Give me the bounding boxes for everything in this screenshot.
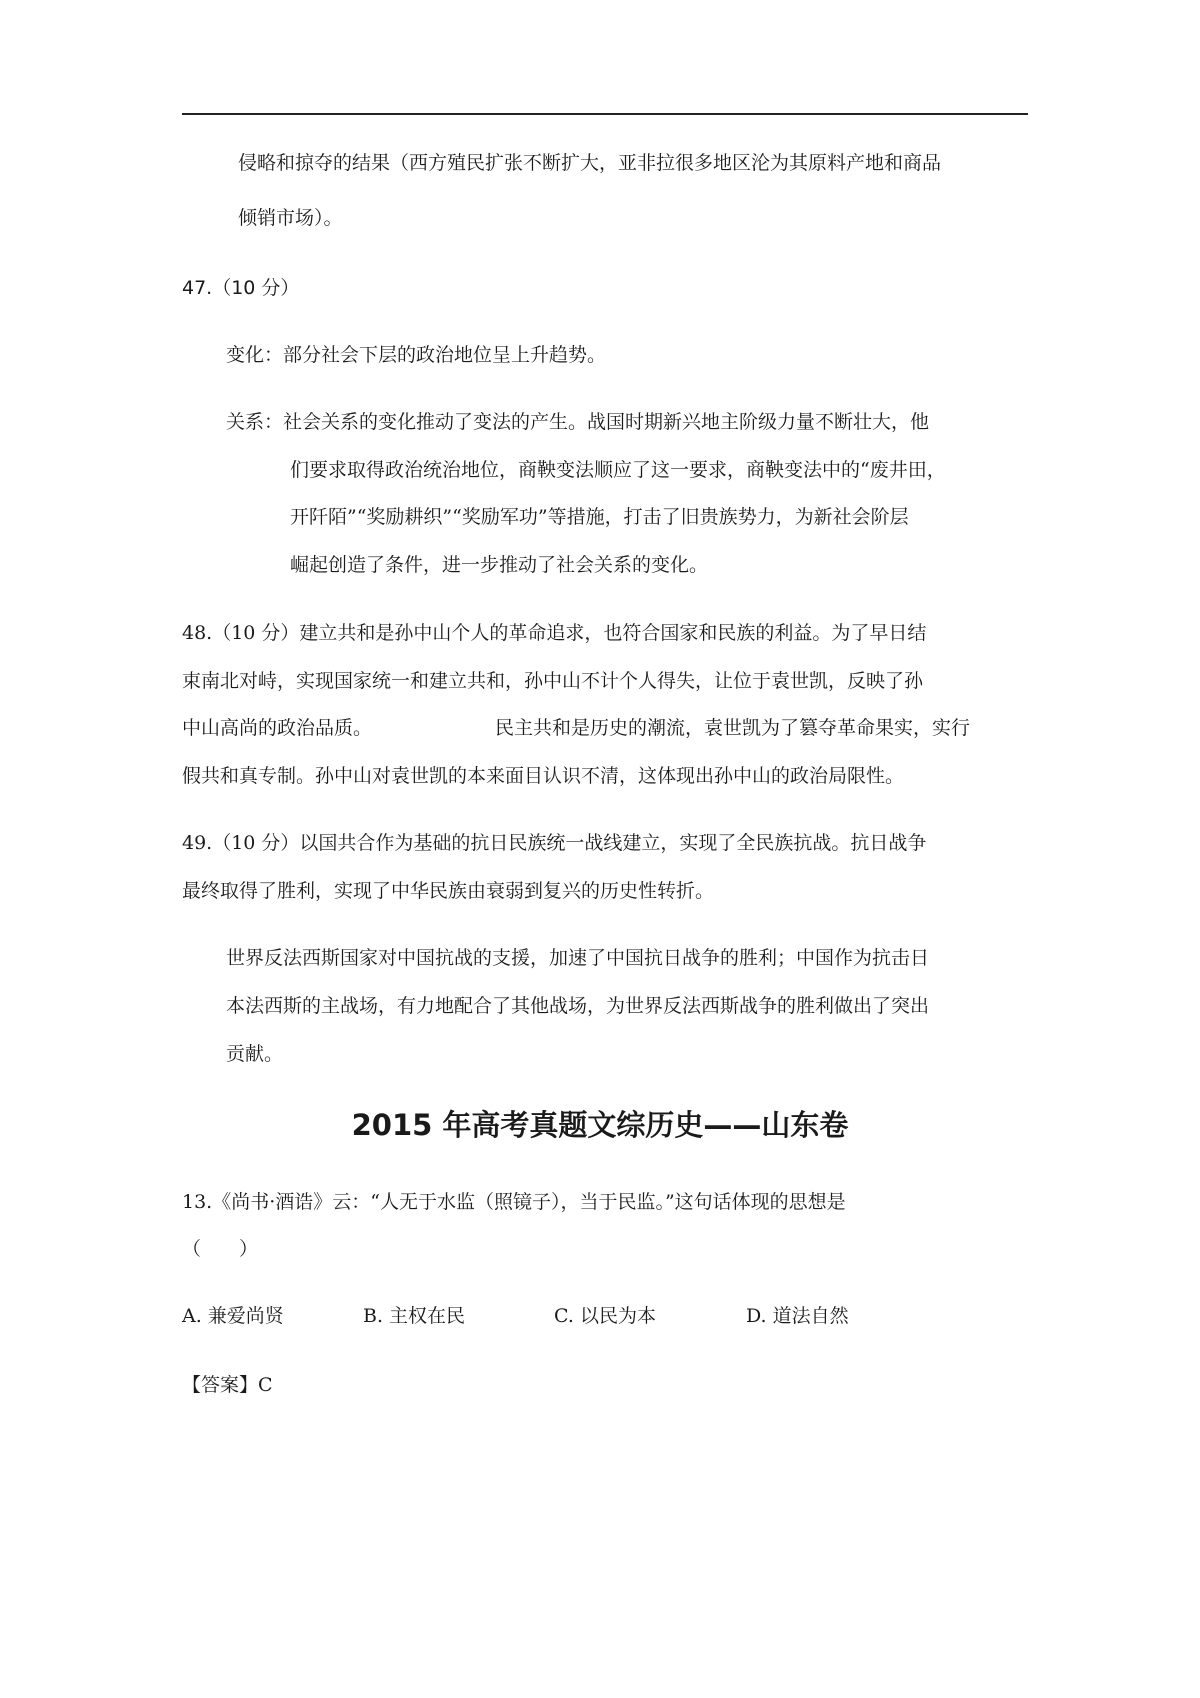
q48-line-4: 假共和真专制。孙中山对袁世凯的本来面目认识不清，这体现出孙中山的政治局限性。	[182, 765, 905, 787]
q13-option-b: B. 主权在民	[363, 1305, 466, 1327]
q13-answer-blank: （ ）	[182, 1238, 259, 1260]
header-rule	[182, 113, 1028, 115]
q49-para2-line-2: 本法西斯的主战场，有力地配合了其他战场，为世界反法西斯战争的胜利做出了突出	[226, 995, 930, 1017]
q47-relation-line-2: 们要求取得政治统治地位，商鞅变法顺应了这一要求，商鞅变法中的“废井田，	[290, 459, 946, 481]
q47-relation-line-4: 崛起创造了条件，进一步推动了社会关系的变化。	[290, 554, 709, 576]
section-title: 2015 年高考真题文综历史——山东卷	[351, 1108, 849, 1142]
q49-para2-line-1: 世界反法西斯国家对中国抗战的支援，加速了中国抗日战争的胜利；中国作为抗击日	[226, 947, 930, 969]
q47-heading: 47.（10 分）	[182, 277, 300, 299]
q49-line-2: 最终取得了胜利，实现了中华民族由衰弱到复兴的历史性转折。	[182, 880, 715, 902]
q49-line-1: 49.（10 分）以国共合作为基础的抗日民族统一战线建立，实现了全民族抗战。抗日战争	[182, 832, 927, 854]
q48-line-2: 束南北对峙，实现国家统一和建立共和，孙中山不计个人得失，让位于袁世凯，反映了孙	[182, 670, 924, 692]
q48-line-1: 48.（10 分）建立共和是孙中山个人的革命追求，也符合国家和民族的利益。为了早日结	[182, 622, 927, 644]
q48-line-3b: 民主共和是历史的潮流，袁世凯为了篡夺革命果实，实行	[495, 717, 971, 739]
q13-option-a: A. 兼爱尚贤	[182, 1305, 284, 1327]
q46-continuation-line-2: 倾销市场）。	[238, 207, 343, 229]
q13-stem: 13.《尚书·酒诰》云：“人无于水监（照镜子），当于民监。”这句话体现的思想是	[182, 1191, 846, 1213]
q47-relation-line-3: 开阡陌”“奖励耕织”“奖励军功”等措施，打击了旧贵族势力，为新社会阶层	[290, 506, 909, 528]
q46-continuation-line-1: 侵略和掠夺的结果（西方殖民扩张不断扩大，亚非拉很多地区沦为其原料产地和商品	[238, 152, 942, 174]
q49-para2-line-3: 贡献。	[226, 1043, 284, 1065]
q48-line-3a: 中山高尚的政治品质。	[182, 717, 373, 739]
q47-change: 变化：部分社会下层的政治地位呈上升趋势。	[226, 344, 607, 366]
q13-option-c: C. 以民为本	[554, 1305, 656, 1327]
q13-option-d: D. 道法自然	[746, 1305, 849, 1327]
q13-answer: 【答案】C	[182, 1374, 273, 1396]
q47-relation-line-1: 关系：社会关系的变化推动了变法的产生。战国时期新兴地主阶级力量不断壮大，他	[226, 411, 930, 433]
